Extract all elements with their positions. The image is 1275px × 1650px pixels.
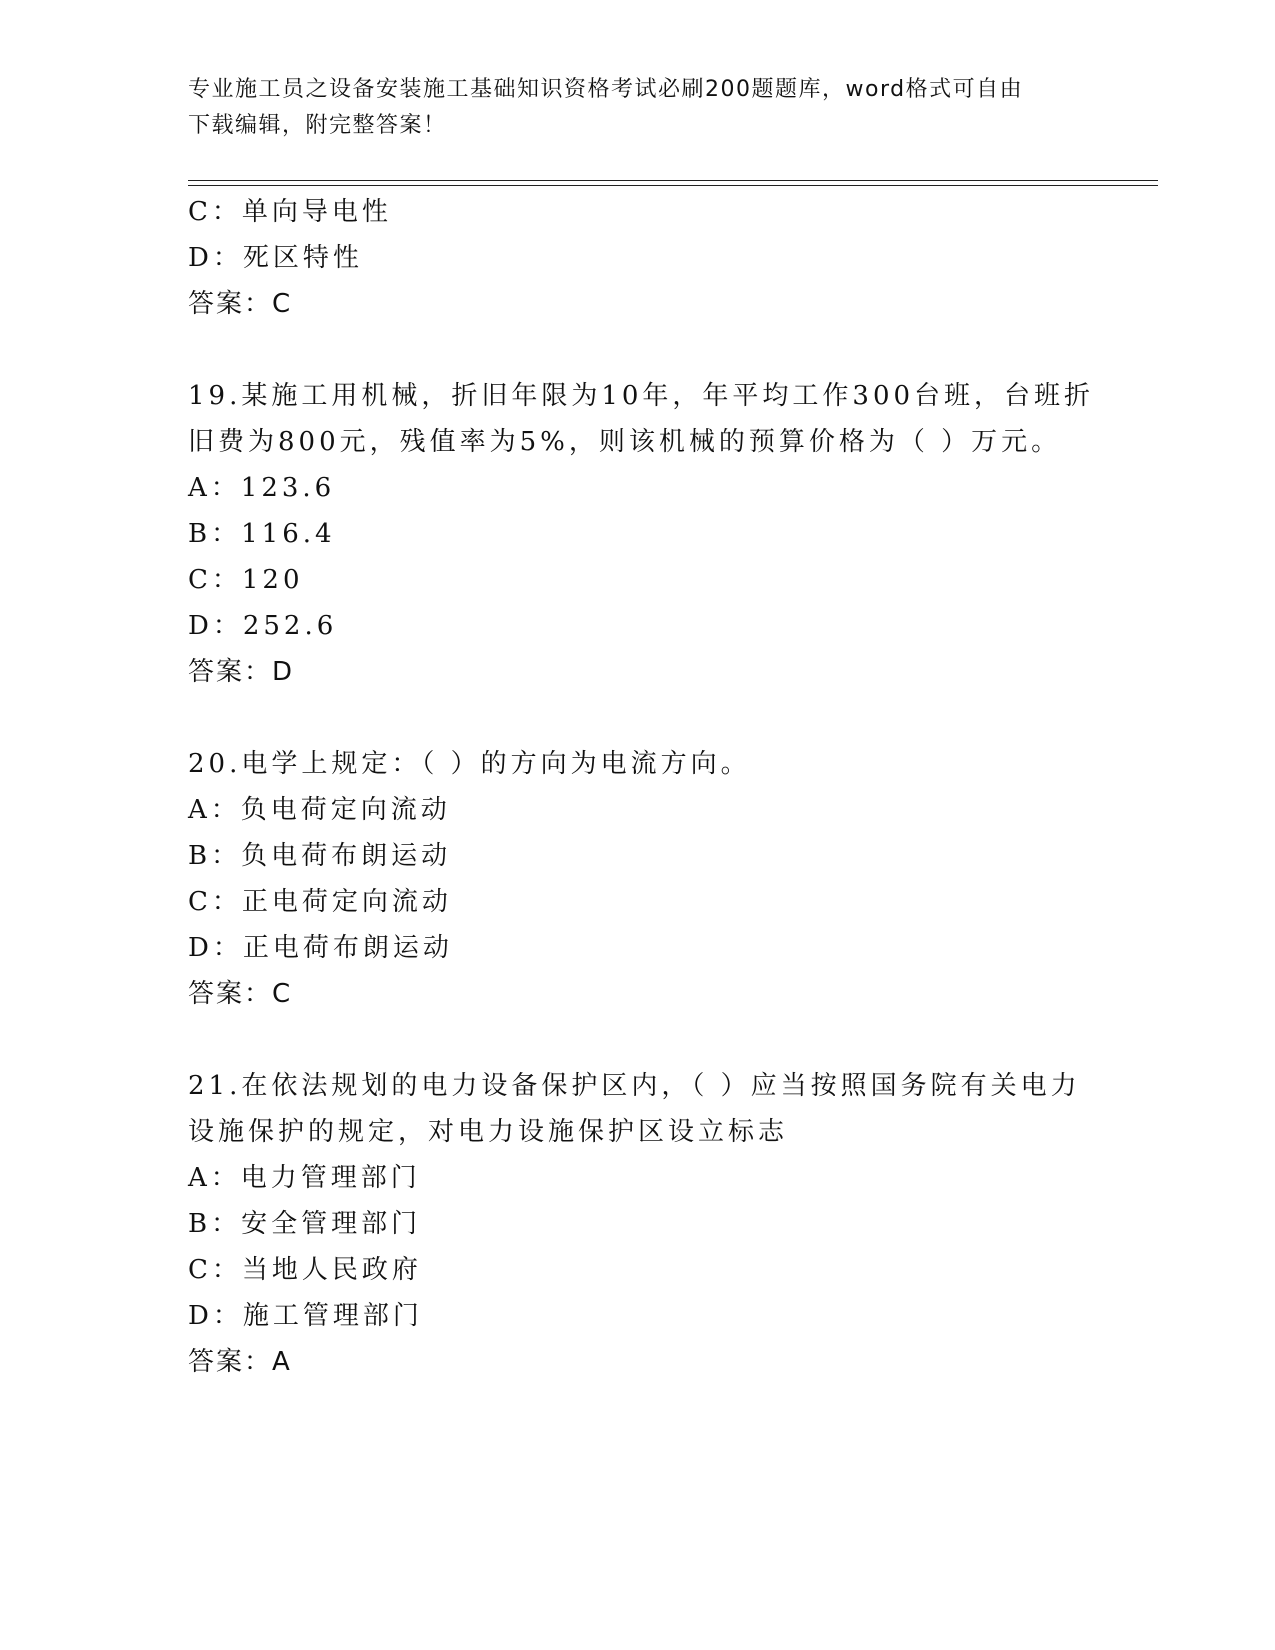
option-b: B：负电荷布朗运动	[188, 841, 452, 871]
header-divider-top	[188, 180, 1158, 181]
option-a: A：负电荷定向流动	[188, 795, 451, 825]
question-21	[188, 1063, 1088, 1385]
question-stem-line: 旧费为800元，残值率为5%，则该机械的预算价格为（ ）万元。	[188, 427, 1062, 457]
header-divider-bottom	[188, 185, 1158, 186]
question-20	[188, 741, 1088, 1017]
question-stem-line: 21.在依法规划的电力设备保护区内，（ ）应当按照国务院有关电力	[188, 1071, 1081, 1101]
question-stem-line: 设施保护的规定，对电力设施保护区设立标志	[188, 1117, 789, 1147]
option-a: A：电力管理部门	[188, 1163, 421, 1193]
option-c: C：当地人民政府	[188, 1255, 422, 1285]
option-d: D：252.6	[188, 611, 338, 641]
option-d: D：正电荷布朗运动	[188, 933, 453, 963]
option-c: C：120	[188, 565, 304, 595]
document-header	[188, 72, 1088, 144]
option-c: C：单向导电性	[188, 197, 392, 227]
option-d: D：施工管理部门	[188, 1301, 423, 1331]
previous-question-tail	[188, 189, 1088, 327]
header-line-2: 下载编辑，附完整答案！	[188, 113, 447, 138]
answer: 答案：A	[188, 1347, 292, 1377]
question-stem-line: 19.某施工用机械，折旧年限为10年，年平均工作300台班，台班折	[188, 381, 1095, 411]
answer: 答案：D	[188, 657, 295, 687]
answer: 答案：C	[188, 289, 293, 319]
question-list	[188, 189, 1095, 1385]
option-a: A：123.6	[188, 473, 336, 503]
option-c: C：正电荷定向流动	[188, 887, 452, 917]
option-b: B：116.4	[188, 519, 336, 549]
header-line-1: 专业施工员之设备安装施工基础知识资格考试必刷200题题库，word格式可自由	[188, 77, 1024, 102]
question-stem-line: 20.电学上规定：（ ）的方向为电流方向。	[188, 749, 751, 779]
option-d: D：死区特性	[188, 243, 363, 273]
option-b: B：安全管理部门	[188, 1209, 422, 1239]
answer: 答案：C	[188, 979, 293, 1009]
question-19	[188, 373, 1095, 695]
